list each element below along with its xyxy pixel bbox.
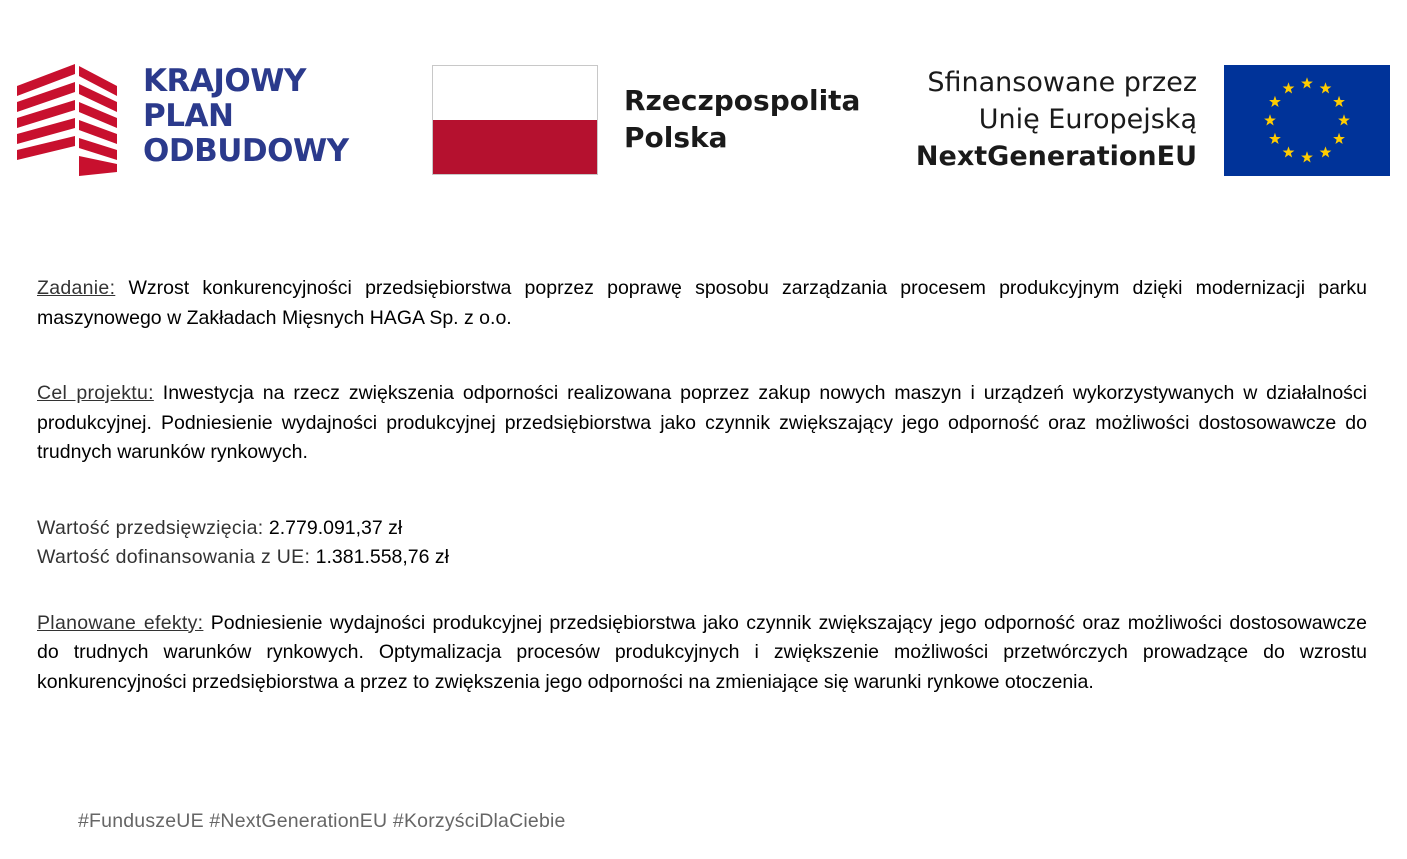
rp-line-1: Rzeczpospolita (624, 84, 861, 117)
task-paragraph (37, 274, 1367, 333)
values-paragraph (37, 514, 1367, 573)
eu-funding-label: Wartość dofinansowania z UE: (37, 546, 311, 568)
kpo-logo-text (143, 64, 349, 169)
project-description (37, 274, 1367, 697)
project-value-label: Wartość przedsięwzięcia: (37, 516, 264, 539)
eu-funding-value: 1.381.558,76 zł (315, 546, 449, 568)
logo-bar (0, 0, 1407, 200)
kpo-line-1: KRAJOWY (143, 63, 306, 99)
project-value: 2.779.091,37 zł (268, 516, 403, 539)
rzeczpospolita-polska-text (624, 82, 860, 156)
goal-text: Inwestycja na rzecz zwiększenia odporności realizowana poprzez zakup nowych maszyn i urządzeń wykorzystywanych w działalności produkcyjnej. Podniesienie wydajności produkcyjnej przedsiębiorstwa jako czynnik zwiększający jego odporność oraz możliwości dostosowawcze do trudnych warunków rynkowych. (37, 382, 1367, 463)
eu-funding-text (916, 64, 1197, 175)
task-text: Wzrost konkurencyjności przedsiębiorstwa poprzez poprawę sposobu zarządzania procesem produkcyjnym dzięki modernizacji parku maszynowego w Zakładach Mięsnych HAGA Sp. z o.o. (37, 277, 1368, 329)
rp-line-2: Polska (624, 121, 728, 154)
eu-line-3: NextGenerationEU (915, 141, 1197, 172)
hashtags: #FunduszeUE #NextGenerationEU #KorzyściDlaCiebie (78, 810, 566, 832)
goal-label: Cel projektu: (37, 382, 154, 404)
effects-label: Planowane efekty: (37, 611, 204, 634)
kpo-logo-mark-icon (17, 64, 119, 176)
kpo-line-2: PLAN (143, 98, 234, 134)
kpo-line-3: ODBUDOWY (143, 133, 349, 169)
task-label: Zadanie: (37, 277, 116, 299)
effects-paragraph (37, 609, 1367, 698)
polish-flag-icon (432, 65, 598, 175)
eu-flag-icon (1224, 65, 1390, 176)
effects-text: Podniesienie wydajności produkcyjnej przedsiębiorstwa jako czynnik zwiększający jego odporność oraz możliwości dostosowawcze do trudnych warunków rynkowych. Optymalizacja procesów produkcyjnych i zwiększenie możliwości przetwórczych prowadzące do wzrostu konkurencyjności przedsiębiorstwa a przez to zwiększenia jego odporności na zmieniające się warunki rynkowe otoczenia. (37, 611, 1368, 693)
eu-line-1: Sfinansowane przez (927, 67, 1197, 98)
eu-line-2: Unię Europejską (978, 104, 1197, 135)
goal-paragraph (37, 379, 1367, 468)
